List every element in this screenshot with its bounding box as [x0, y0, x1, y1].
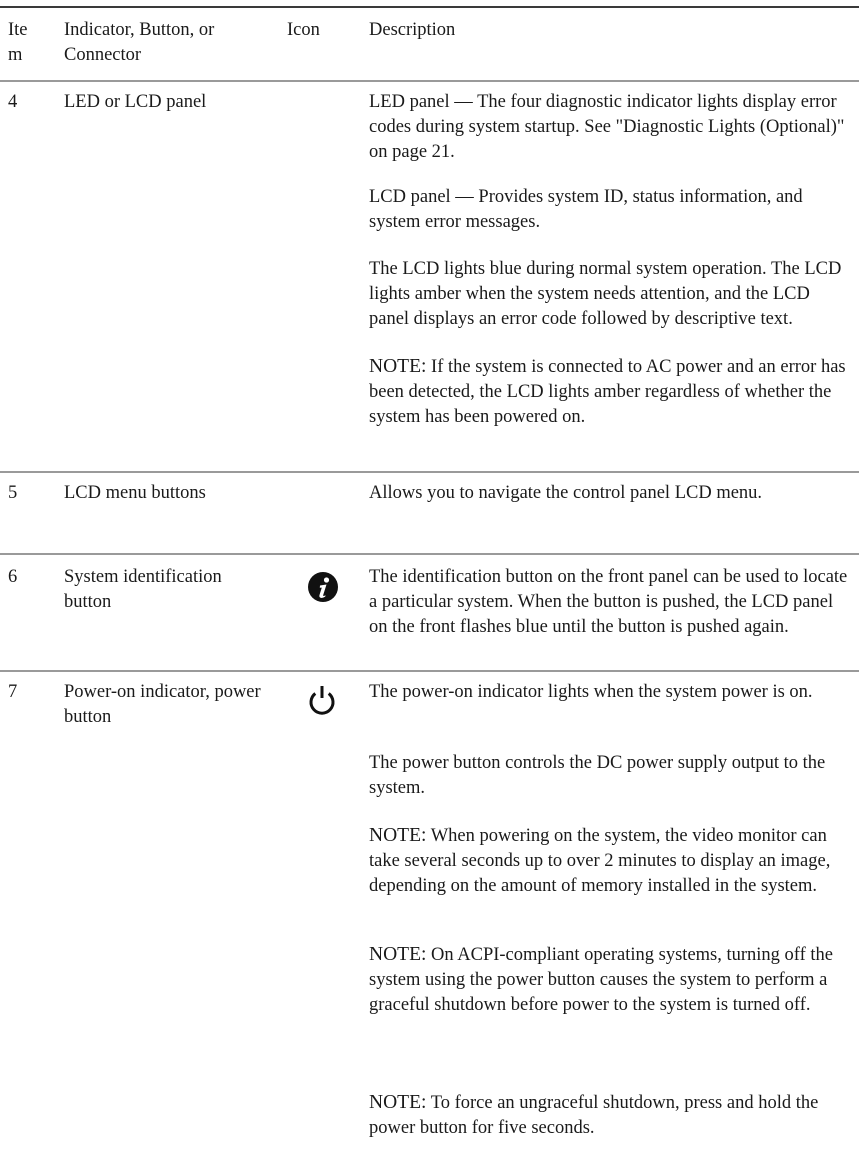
row-4-desc-3: The LCD lights blue during normal system operation. The LCD lights amber when the system needs attention, and the LCD panel displays an error code followed by descriptive text. — [369, 259, 842, 329]
row-5-indicator: LCD menu buttons — [64, 483, 206, 503]
header-icon: Icon — [287, 20, 320, 40]
note-text: To force an ungraceful shutdown, press and hold the power button for five seconds. — [369, 1093, 819, 1138]
note-label: NOTE: — [369, 1092, 427, 1113]
header-item: Ite m — [8, 20, 28, 65]
row-divider — [0, 80, 859, 82]
row-divider — [0, 553, 859, 555]
row-4-item: 4 — [8, 92, 18, 112]
row-6-desc-1: The identification button on the front panel can be used to locate a particular system. When the button is pushed, the LCD panel on the front flashes blue until the button is pushed again. — [369, 567, 848, 637]
row-7-desc-2: The power button controls the DC power supply output to the system. — [369, 753, 826, 798]
note-label: NOTE: — [369, 356, 427, 377]
note-text: When powering on the system, the video monitor can take several seconds up to over 2 minutes to display an image, depending on the amount of memory installed in the system. — [369, 826, 831, 896]
note-label: NOTE: — [369, 825, 427, 846]
row-6-item: 6 — [8, 567, 18, 587]
row-4-note — [369, 354, 849, 430]
row-4-indicator: LED or LCD panel — [64, 92, 207, 112]
note-text: On ACPI-compliant operating systems, turning off the system using the power button causes the system to perform a graceful shutdown before power to the system is turned off. — [369, 945, 834, 1015]
row-7-item: 7 — [8, 682, 18, 702]
row-7-indicator: Power-on indicator, power button — [64, 682, 261, 727]
row-divider — [0, 471, 859, 473]
note-label: NOTE: — [369, 944, 427, 965]
row-7-note-2 — [369, 942, 849, 1018]
row-4-desc-1: LED panel — The four diagnostic indicator lights display error codes during system startup. See "Diagnostic Lights (Optional)" on page 21. — [369, 92, 845, 162]
row-5-desc-1: Allows you to navigate the control panel LCD menu. — [369, 483, 763, 503]
header-indicator: Indicator, Button, or Connector — [64, 20, 215, 65]
row-6-indicator: System identification button — [64, 567, 222, 612]
note-text: If the system is connected to AC power and an error has been detected, the LCD lights amber regardless of whether the system has been powered on. — [369, 357, 846, 427]
power-icon — [305, 684, 339, 718]
header-top-rule — [0, 6, 859, 8]
row-4-desc-2: LCD panel — Provides system ID, status information, and system error messages. — [369, 187, 803, 232]
header-description: Description — [369, 20, 456, 40]
row-7-note-1 — [369, 823, 849, 899]
row-divider — [0, 670, 859, 672]
info-icon — [307, 571, 339, 603]
row-5-item: 5 — [8, 483, 18, 503]
row-7-note-3 — [369, 1090, 849, 1141]
row-7-desc-1: The power-on indicator lights when the system power is on. — [369, 682, 813, 702]
